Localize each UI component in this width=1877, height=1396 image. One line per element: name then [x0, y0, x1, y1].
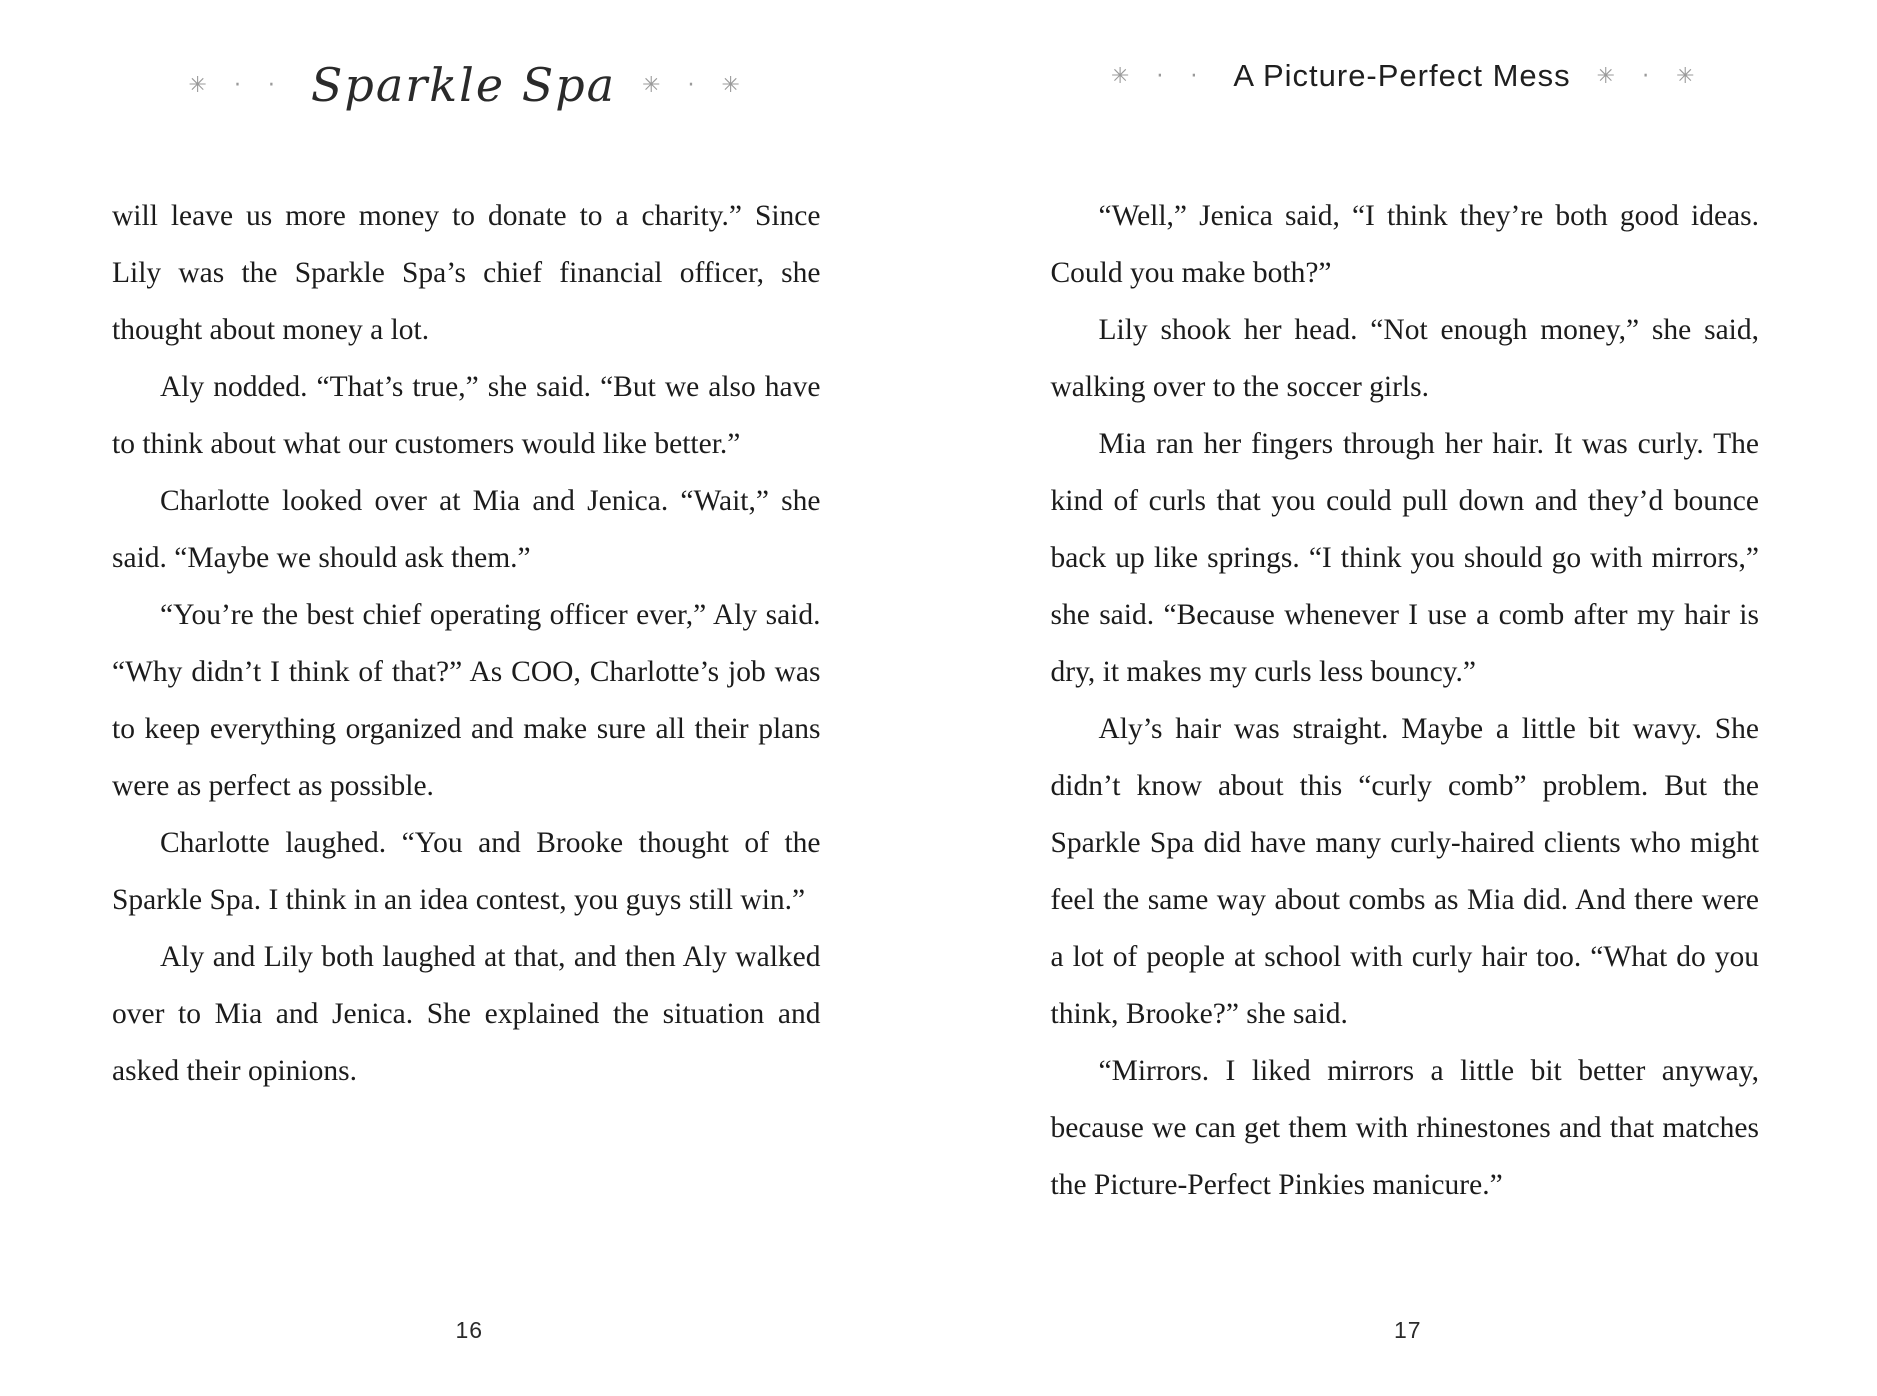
star-ornament-left: ✳ · · [1110, 63, 1208, 89]
left-page-header [0, 58, 939, 112]
left-page-body [112, 188, 821, 1100]
right-page-header [939, 58, 1877, 94]
series-title: Sparkle Spa [310, 58, 617, 112]
paragraph: Charlotte looked over at Mia and Jenica. “Wait,” she said. “Maybe we should ask them.” [112, 485, 821, 574]
star-ornament-left: ✳ · · [188, 72, 285, 98]
paragraph: Aly’s hair was straight. Maybe a little bit wavy. She didn’t know about this “curly comb” problem. But the Sparkle Spa did have many curly-haired clients who might feel the same way about combs as Mia did. And there were a lot of people at school with curly hair too. “What do you think, Brooke?” she said. [1050, 713, 1759, 1030]
star-ornament-right: ✳ · ✳ [642, 72, 750, 98]
right-page-number: 17 [1393, 1317, 1422, 1343]
paragraph: “Well,” Jenica said, “I think they’re both good ideas. Could you make both?” [1050, 200, 1759, 289]
left-page-number: 16 [455, 1317, 484, 1343]
paragraph: Aly nodded. “That’s true,” she said. “But we also have to think about what our customers would like better.” [112, 371, 821, 460]
paragraph: “You’re the best chief operating officer ever,” Aly said. “Why didn’t I think of that?” As COO, Charlotte’s job was to keep everything organized and make sure all their plans were as perfect as possible. [112, 599, 821, 802]
paragraph: Charlotte laughed. “You and Brooke thought of the Sparkle Spa. I think in an idea contest, you guys still win.” [112, 827, 821, 916]
paragraph: will leave us more money to donate to a charity.” Since Lily was the Sparkle Spa’s chief financial officer, she thought about money a lot. [112, 200, 821, 346]
paragraph: Mia ran her fingers through her hair. It was curly. The kind of curls that you could pull down and they’d bounce back up like springs. “I think you should go with mirrors,” she said. “Because whenever I use a comb after my hair is dry, it makes my curls less bouncy.” [1050, 428, 1759, 688]
right-page [939, 0, 1877, 1396]
right-page-body [1051, 188, 1760, 1214]
paragraph: Lily shook her head. “Not enough money,” she said, walking over to the soccer girls. [1050, 314, 1759, 403]
paragraph: Aly and Lily both laughed at that, and then Aly walked over to Mia and Jenica. She explained the situation and asked their opinions. [112, 941, 821, 1087]
paragraph: “Mirrors. I liked mirrors a little bit better anyway, because we can get them with rhinestones and that matches the Picture-Perfect Pinkies manicure.” [1050, 1055, 1759, 1201]
star-ornament-right: ✳ · ✳ [1596, 63, 1705, 89]
chapter-title: A Picture-Perfect Mess [1233, 58, 1571, 93]
